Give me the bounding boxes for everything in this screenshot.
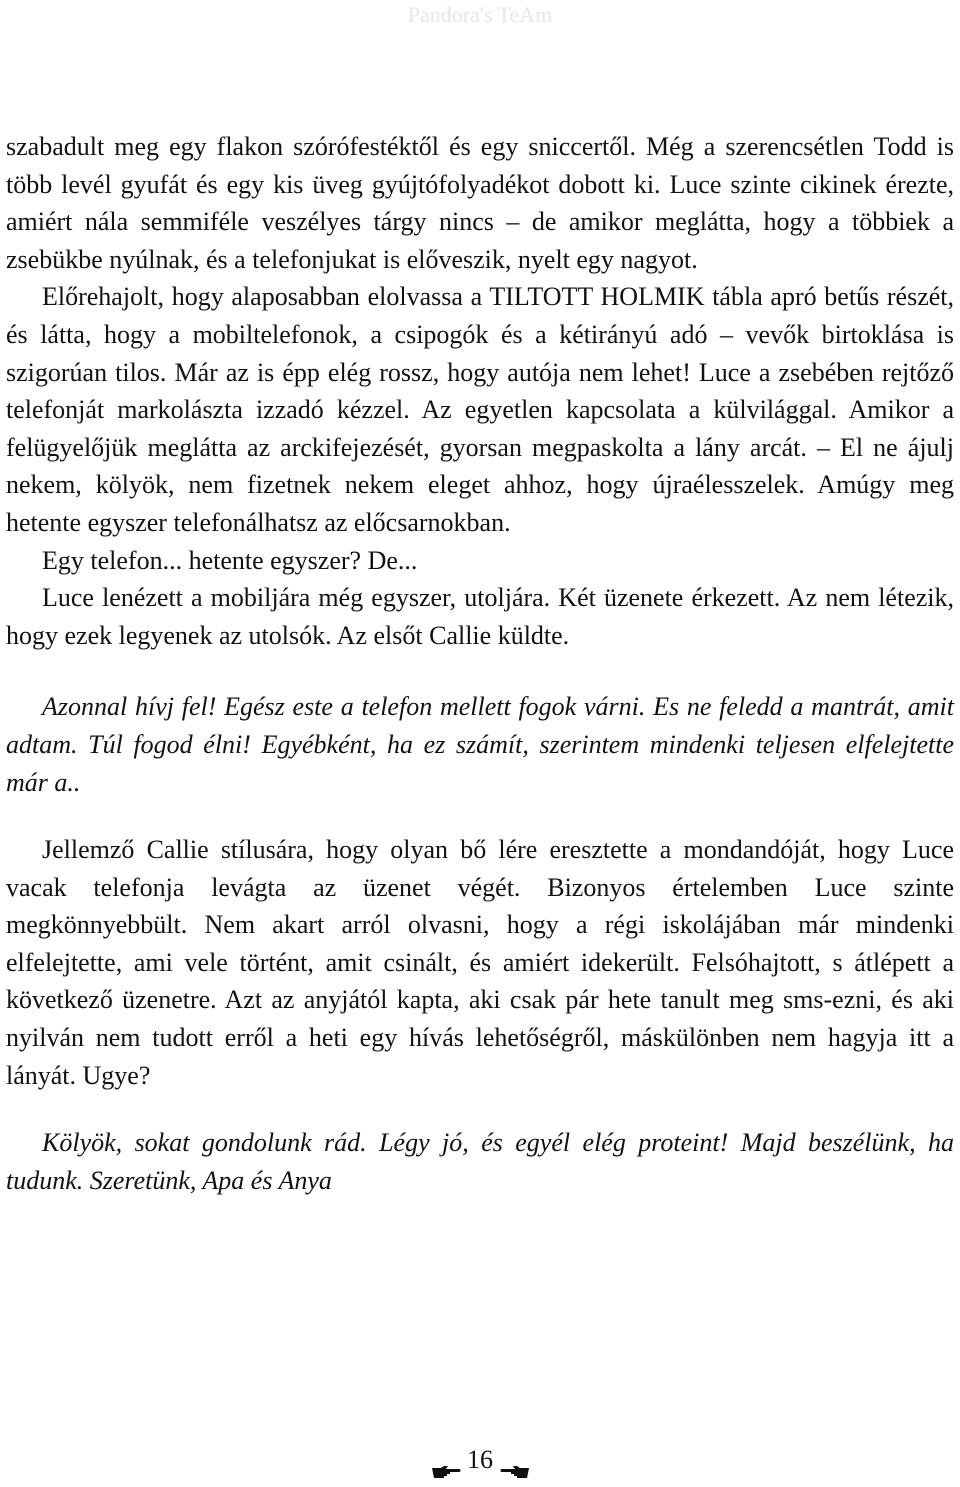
page-footer	[0, 1444, 960, 1476]
paragraph-1: szabadult meg egy flakon szórófestéktől és egy sniccertől. Még a szerencsétlen Todd is több levél gyufát és egy kis üveg gyújtófolyadékot dobott ki. Luce szinte cikinek érezte, amiért nála semmiféle veszélyes tárgy nincs – de amikor meglátta, hogy a többiek a zsebükbe nyúlnak, és a telefonjukat is előveszik, nyelt egy nagyot.	[6, 132, 954, 274]
page-number: 16	[467, 1445, 493, 1474]
watermark-header: Pandora's TeAm	[407, 2, 553, 27]
text-message-parents: Kölyök, sokat gondolunk rád. Légy jó, és egyél elég proteint! Majd beszélünk, ha tudunk. Szeretünk, Apa és Anya	[6, 1128, 954, 1195]
page-body	[6, 128, 954, 1199]
paragraph-3: Egy telefon... hetente egyszer? De...	[42, 545, 418, 575]
paragraph-4: Luce lenézett a mobiljára még egyszer, utoljára. Két üzenete érkezett. Az nem létezik, hogy ezek legyenek az utolsók. Az elsőt Callie küldte.	[6, 583, 954, 650]
paragraph-2: Előrehajolt, hogy alaposabban elolvassa a TILTOTT HOLMIK tábla apró betűs részét, és látta, hogy a mobiltelefonok, a csipogók és a kétirányú adó – vevők birtoklása is szigorúan tilos. Már az is épp elég rossz, hogy autója nem lehet! Luce a zsebében rejtőző telefonját markolászta izzadó kézzel. Az egyetlen kapcsolata a külvilággal. Amikor a felügyelőjük meglátta az arckifejezését, gyorsan megpaskolta a lány arcát. – El ne ájulj nekem, kölyök, nem fizetnek nekem eleget ahhoz, hogy újraélesszelek. Amúgy meg hetente egyszer telefonálhatsz az előcsarnokban.	[6, 282, 954, 537]
pointing-hand-left-icon	[500, 1455, 530, 1469]
pointing-hand-right-icon	[431, 1455, 461, 1469]
paragraph-5: Jellemző Callie stílusára, hogy olyan bő lére eresztette a mondandóját, hogy Luce vacak telefonja levágta az üzenet végét. Bizonyos értelemben Luce szinte megkönnyebbült. Nem akart arról olvasni, hogy a régi iskolájában már mindenki elfelejtette, ami vele történt, amit csinált, és amiért idekerült. Felsóhajtott, s átlépett a következő üzenetre. Azt az anyjától kapta, aki csak pár hete tanult meg sms-ezni, és aki nyilván nem tudott erről a heti egy hívás lehetőségről, máskülönben nem hagyja itt a lányát. Ugye?	[6, 835, 954, 1090]
text-message-callie: Azonnal hívj fel! Egész este a telefon mellett fogok várni. Es ne feledd a mantrát, amit adtam. Túl fogod élni! Egyébként, ha ez számít, szerintem mindenki teljesen elfelejtette már a..	[6, 692, 954, 797]
